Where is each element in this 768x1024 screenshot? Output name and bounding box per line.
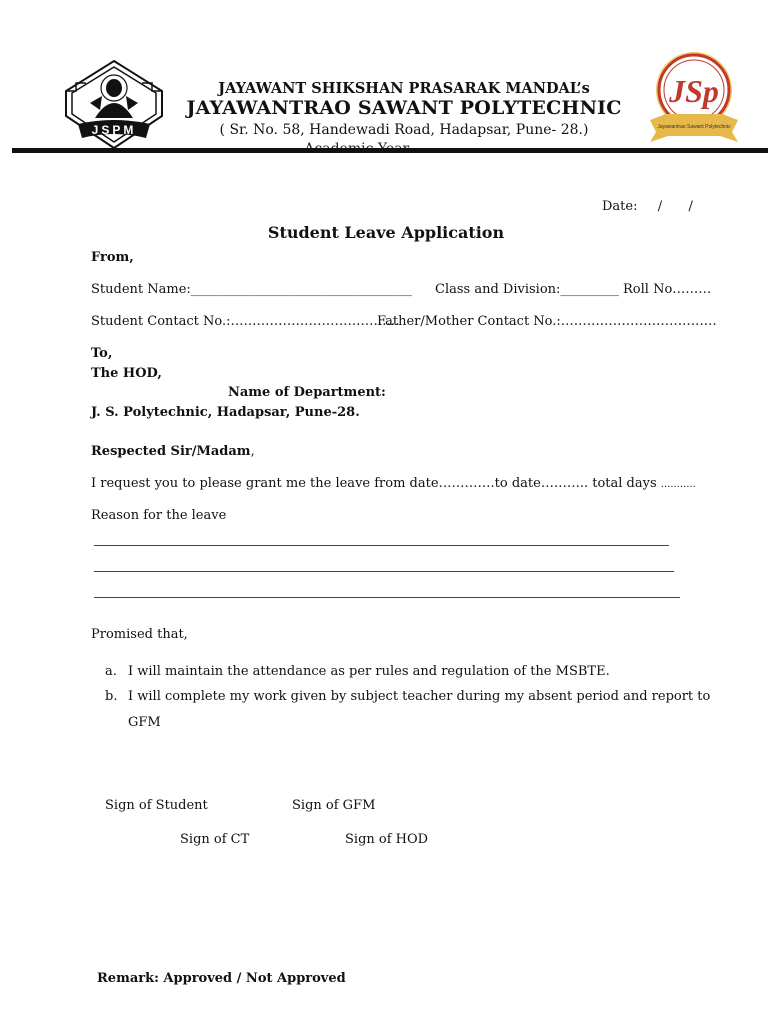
hod-label: The HOD, <box>91 366 162 381</box>
class-division-blank: _________ <box>560 282 619 297</box>
class-division-label: Class and Division:_________ <box>435 282 619 297</box>
jsp-logo <box>646 50 744 150</box>
sign-student: Sign of Student <box>105 798 208 813</box>
promise-b-marker: b. <box>105 689 118 704</box>
jspm-logo-text: JSPM <box>91 123 137 137</box>
reason-line-1 <box>94 545 669 546</box>
jsp-logo-ribbon: Jayawantrao Sawant Polytechnic <box>657 124 731 130</box>
date-slash: / <box>688 199 693 214</box>
salutation: Respected Sir/Madam, <box>91 444 255 459</box>
date-field <box>602 199 693 214</box>
department-label: Name of Department: <box>228 385 386 400</box>
institute-name: JAYAWANTRAO SAWANT POLYTECHNIC <box>186 97 622 119</box>
reason-line-2 <box>94 571 674 572</box>
institute-line: J. S. Polytechnic, Hadapsar, Pune-28. <box>91 405 360 420</box>
parent-contact-label: Father/Mother Contact No.:……………………………… <box>377 314 717 329</box>
to-label: To, <box>91 346 113 361</box>
student-name-blank: __________________________________ <box>190 282 412 297</box>
promised-label: Promised that, <box>91 627 188 642</box>
date-slash: / <box>657 199 663 214</box>
date-label: Date: <box>602 199 638 214</box>
header-divider <box>12 148 768 153</box>
form-title: Student Leave Application <box>267 223 505 242</box>
promise-a-marker: a. <box>105 664 117 679</box>
request-text: I request you to please grant me the leave from date………….to date……….. total days ........... <box>91 476 696 491</box>
promise-b-continuation: GFM <box>128 715 161 730</box>
reason-label: Reason for the leave <box>91 508 227 523</box>
roll-no-label: Roll No……… <box>623 282 712 297</box>
remark: Remark: Approved / Not Approved <box>97 971 346 986</box>
promise-a-text: I will maintain the attendance as per rules and regulation of the MSBTE. <box>128 664 610 679</box>
student-contact-label: Student Contact No.:………………………………… <box>91 314 400 329</box>
org-name: JAYAWANT SHIKSHAN PRASARAK MANDAL’s <box>218 80 590 97</box>
sign-hod: Sign of HOD <box>345 832 429 847</box>
student-name-label: Student Name:__________________________________ <box>91 282 412 297</box>
reason-line-3 <box>94 597 680 598</box>
promise-b-text: I will complete my work given by subject teacher during my absent period and report to <box>128 689 711 704</box>
from-label: From, <box>91 250 134 265</box>
sign-ct: Sign of CT <box>180 832 250 847</box>
jsp-logo-text: JSp <box>669 73 719 109</box>
institute-address: ( Sr. No. 58, Handewadi Road, Hadapsar, Pune- 28.) <box>219 122 589 138</box>
sign-gfm: Sign of GFM <box>292 798 376 813</box>
